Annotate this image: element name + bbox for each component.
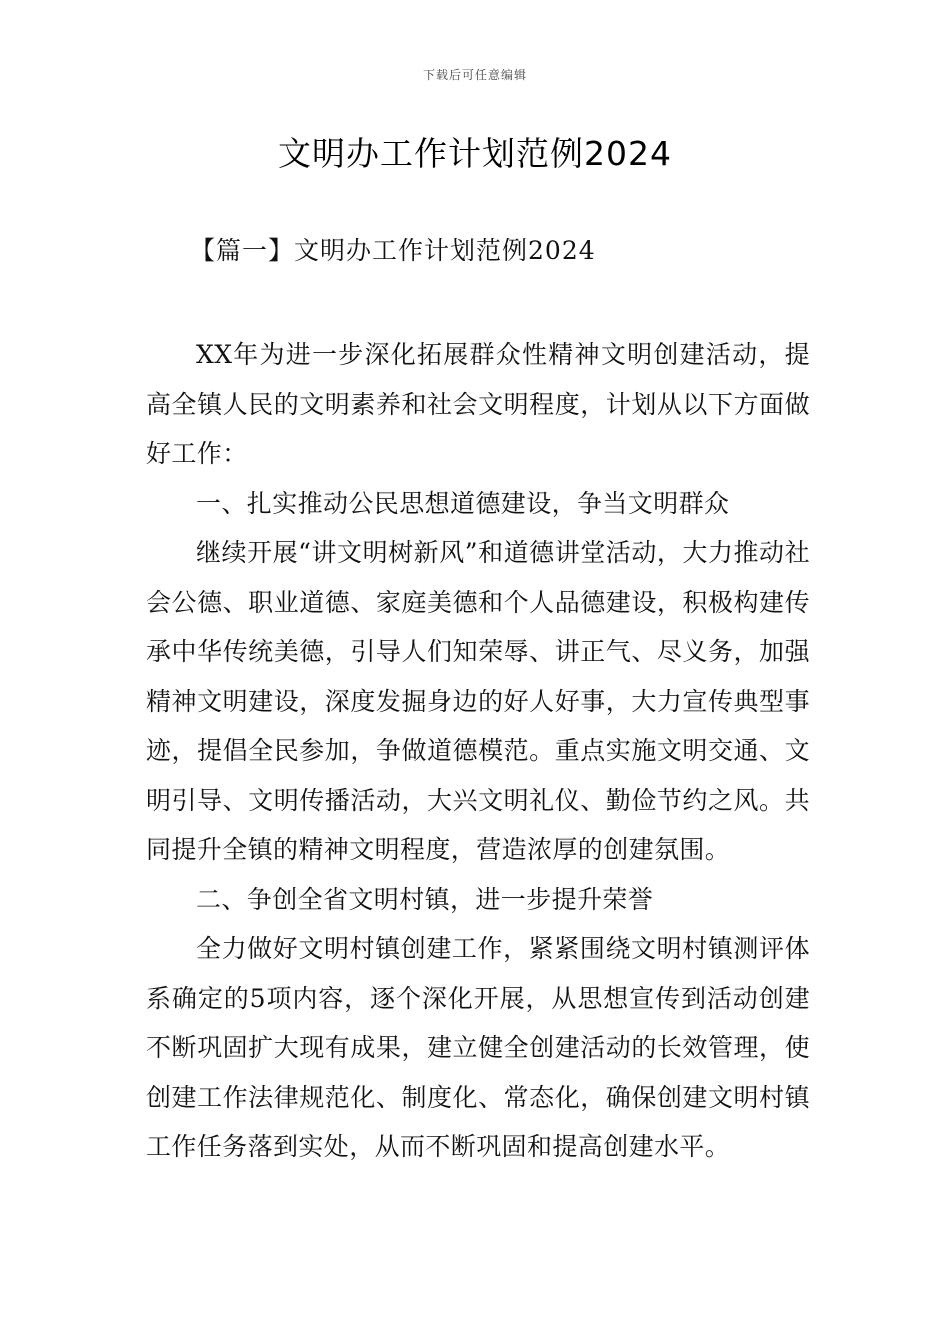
document-title: 文明办工作计划范例2024 <box>278 134 672 173</box>
document-body <box>146 330 810 1172</box>
item-two-paragraph: 全力做好文明村镇创建工作，紧紧围绕文明村镇测评体系确定的5项内容，逐个深化开展，从思想宣传到活动创建不断巩固扩大现有成果，建立健全创建活动的长效管理，使创建工作法律规范化、制度化、常态化，确保创建文明村镇工作任务落到实处，从而不断巩固和提高创建水平。 <box>146 934 810 1161</box>
intro-paragraph: XX年为进一步深化拓展群众性精神文明创建活动，提高全镇人民的文明素养和社会文明程度，计划从以下方面做好工作： <box>146 340 810 468</box>
item-two-heading: 二、争创全省文明村镇，进一步提升荣誉 <box>196 884 654 914</box>
item-one-paragraph: 继续开展“讲文明树新风”和道德讲堂活动，大力推动社会公德、职业道德、家庭美德和个人品德建设，积极构建传承中华传统美德，引导人们知荣辱、讲正气、尽义务，加强精神文明建设，深度发掘身边的好人好事，大力宣传典型事迹，提倡全民参加，争做道德模范。重点实施文明交通、文明引导、文明传播活动，大兴文明礼仪、勤俭节约之风。共同提升全镇的精神文明程度，营造浓厚的创建氛围。 <box>146 538 810 864</box>
header-note: 下载后可任意编辑 <box>422 68 527 82</box>
section-heading: 【篇一】文明办工作计划范例2024 <box>190 236 596 265</box>
item-one-heading: 一、扎实推动公民思想道德建设，争当文明群众 <box>196 488 730 518</box>
